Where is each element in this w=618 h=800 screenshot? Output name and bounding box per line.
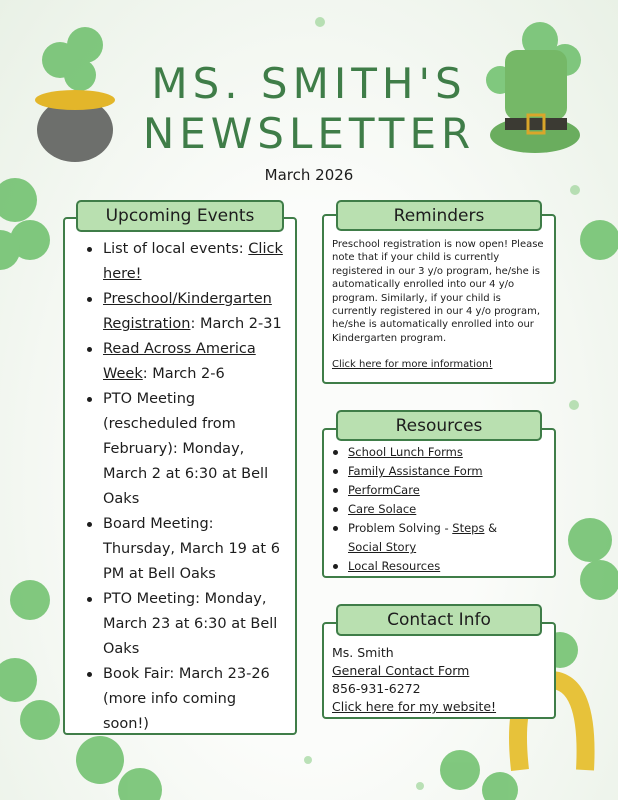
reminders-panel bbox=[322, 214, 556, 384]
event-link[interactable]: Preschool/Kindergarten Registration bbox=[103, 291, 272, 332]
steps-link[interactable]: Steps bbox=[452, 521, 485, 535]
event-item bbox=[83, 287, 285, 337]
reminders-body: Preschool registration is now open! Please note that if your child is currently registered in our 3 y/o program, he/she is automatically enrolled into our 4 y/o program. Similarly, if your child is currently registered in our 4 y/o program, he/she is automatically enrolled into our Kindergarten program. bbox=[332, 239, 544, 344]
school-lunch-forms-link[interactable]: School Lunch Forms bbox=[348, 445, 463, 459]
events-list bbox=[83, 237, 285, 737]
title-line1: MS. SMITH'S bbox=[151, 59, 467, 108]
ampersand: & bbox=[484, 521, 498, 535]
reminders-heading: Reminders bbox=[336, 200, 542, 231]
event-date: : March 2-31 bbox=[190, 316, 282, 332]
care-solace-link[interactable]: Care Solace bbox=[348, 502, 417, 516]
event-item bbox=[83, 512, 285, 587]
event-item bbox=[83, 237, 285, 287]
performcare-link[interactable]: PerformCare bbox=[348, 483, 420, 497]
contact-panel bbox=[322, 622, 556, 719]
social-story-link[interactable]: Social Story bbox=[348, 540, 417, 554]
upcoming-events-panel bbox=[63, 217, 297, 735]
event-item bbox=[83, 662, 285, 737]
local-resources-link[interactable]: Local Resources bbox=[348, 559, 441, 573]
newsletter-date: March 2026 bbox=[264, 166, 354, 184]
more-info-link[interactable]: Click here for more information! bbox=[332, 359, 493, 371]
event-date: : March 2-6 bbox=[142, 366, 225, 382]
contact-form-link[interactable]: General Contact Form bbox=[332, 663, 470, 678]
contact-name: Ms. Smith bbox=[332, 645, 394, 660]
problem-solving-label: Problem Solving - bbox=[348, 521, 453, 535]
event-text: Board Meeting: Thursday, March 19 at 6 PM at Bell Oaks bbox=[103, 516, 280, 582]
event-text: PTO Meeting (rescheduled from February): Monday, March 2 at 6:30 at Bell Oaks bbox=[103, 391, 269, 507]
event-item bbox=[83, 387, 285, 512]
event-text: List of local events: bbox=[103, 241, 249, 257]
website-link[interactable]: Click here for my website! bbox=[332, 699, 497, 714]
contact-phone: 856-931-6272 bbox=[332, 681, 421, 696]
event-link[interactable]: Click here! bbox=[103, 241, 283, 282]
title-line2: NEWSLETTER bbox=[142, 109, 476, 158]
resources-heading: Resources bbox=[336, 410, 542, 441]
event-item bbox=[83, 587, 285, 662]
contact-heading: Contact Info bbox=[336, 604, 542, 636]
upcoming-events-heading: Upcoming Events bbox=[76, 200, 284, 232]
resources-list bbox=[324, 443, 554, 576]
event-link[interactable]: Read Across America Week bbox=[103, 341, 256, 382]
event-text: PTO Meeting: Monday, March 23 at 6:30 at Bell Oaks bbox=[103, 591, 278, 657]
event-text: Book Fair: March 23-26 (more info coming soon!) bbox=[103, 666, 270, 732]
event-item bbox=[83, 337, 285, 387]
resources-panel bbox=[322, 428, 556, 578]
family-assistance-link[interactable]: Family Assistance Form bbox=[348, 464, 483, 478]
